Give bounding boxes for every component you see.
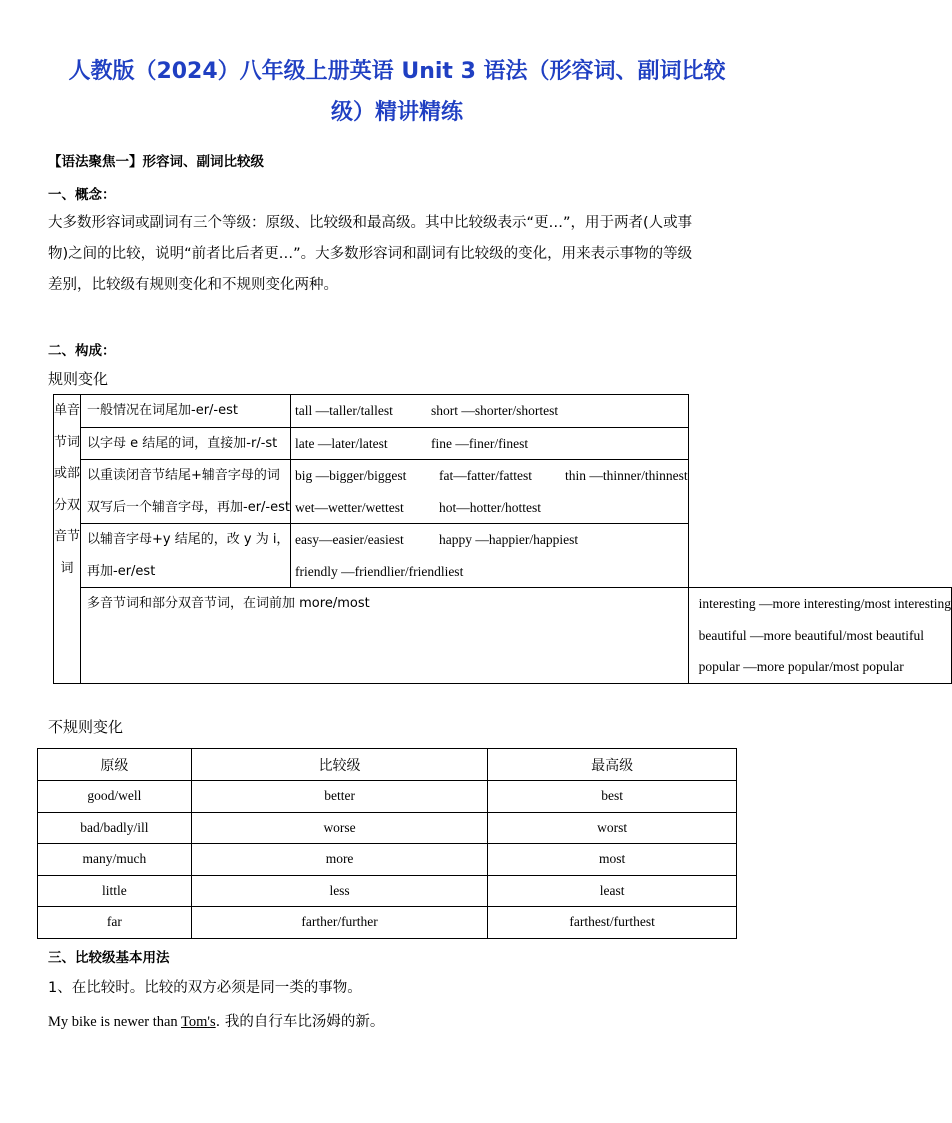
rule-line: 以重读闭音节结尾+辅音字母的词 bbox=[87, 468, 280, 483]
example-before: My bike is newer than bbox=[48, 1014, 182, 1030]
category-line: 节词 bbox=[54, 434, 81, 450]
irregular-table bbox=[37, 748, 737, 939]
table-cell: more bbox=[191, 844, 488, 876]
rule-cell bbox=[81, 460, 291, 524]
table-cell: worse bbox=[191, 812, 488, 844]
example-line bbox=[291, 395, 688, 427]
table-row bbox=[38, 907, 737, 939]
formation-heading: 二、构成： bbox=[48, 343, 116, 359]
table-row bbox=[38, 875, 737, 907]
regular-table bbox=[53, 394, 952, 684]
rule-line: 以辅音字母+y 结尾的，改 y 为 i， bbox=[87, 532, 290, 547]
example-cell bbox=[291, 460, 689, 524]
table-row bbox=[38, 812, 737, 844]
concept-line: 物)之间的比较，说明“前者比后者更…”。大多数形容词和副词有比较级的变化，用来表示事物的等级 bbox=[48, 246, 693, 262]
example-line: beautiful —more beautiful/most beautiful bbox=[698, 627, 924, 643]
rule-line: 再加-er/est bbox=[87, 563, 156, 579]
category-line: 单音 bbox=[54, 403, 81, 418]
example-text: short —shorter/shortest bbox=[431, 403, 559, 418]
irregular-label: 不规则变化 bbox=[48, 718, 124, 736]
table-cell: least bbox=[488, 875, 737, 907]
example-text: late —later/latest bbox=[295, 435, 388, 451]
example-text: friendly —friendlier/friendliest bbox=[295, 563, 464, 579]
example-text: tall —taller/tallest bbox=[295, 403, 393, 418]
example-after: . 我的自行车比汤姆的新。 bbox=[215, 1014, 385, 1030]
usage-heading: 三、比较级基本用法 bbox=[48, 950, 170, 966]
page-title-line-2: 级）精讲精练 bbox=[330, 100, 463, 125]
example-line bbox=[291, 428, 688, 460]
example-text: wet—wetter/wettest bbox=[295, 499, 404, 515]
rule-line: 以字母 e 结尾的词，直接加-r/-st bbox=[87, 435, 278, 451]
table-row bbox=[38, 844, 737, 876]
example-line bbox=[291, 524, 688, 556]
table-cell: worst bbox=[488, 812, 737, 844]
table-cell: little bbox=[38, 875, 192, 907]
multi-rule-cell bbox=[81, 588, 689, 684]
category-line: 分双 bbox=[54, 497, 81, 513]
example-cell bbox=[291, 427, 689, 460]
example-text: hot—hotter/hottest bbox=[439, 499, 541, 515]
multi-example-cell bbox=[688, 588, 951, 684]
example-line bbox=[291, 492, 688, 524]
rule-line: 双写后一个辅音字母，再加-er/-est bbox=[87, 499, 290, 515]
rule-line: 多音节词和部分双音节词，在词前加 more/most bbox=[87, 596, 370, 611]
example-underlined: Tom's bbox=[181, 1014, 216, 1030]
page-title-line-1: 人教版（2024）八年级上册英语 Unit 3 语法（形容词、副词比较 bbox=[68, 59, 726, 84]
table-cell: best bbox=[488, 781, 737, 813]
example-line: popular —more popular/most popular bbox=[698, 659, 904, 674]
rule-cell bbox=[81, 524, 291, 588]
table-cell: most bbox=[488, 844, 737, 876]
header-cell: 原级 bbox=[38, 749, 192, 781]
header-cell: 最高级 bbox=[488, 749, 737, 781]
table-header-row bbox=[38, 749, 737, 781]
table-cell: farthest/furthest bbox=[488, 907, 737, 939]
category-line: 词 bbox=[60, 560, 74, 576]
category-cell bbox=[54, 395, 81, 684]
category-line: 音节 bbox=[54, 529, 81, 544]
table-row bbox=[38, 781, 737, 813]
example-cell bbox=[291, 395, 689, 428]
concept-heading: 一、概念： bbox=[48, 187, 116, 203]
example-text: easy—easier/easiest bbox=[295, 532, 404, 547]
table-cell: good/well bbox=[38, 781, 192, 813]
example-line: interesting —more interesting/most interesting bbox=[698, 596, 951, 611]
table-cell: bad/badly/ill bbox=[38, 812, 192, 844]
example-text: thin —thinner/thinnest bbox=[565, 468, 688, 483]
table-cell: better bbox=[191, 781, 488, 813]
table-cell: farther/further bbox=[191, 907, 488, 939]
rule-cell bbox=[81, 427, 291, 460]
header-cell: 比较级 bbox=[191, 749, 488, 781]
regular-label: 规则变化 bbox=[48, 370, 109, 388]
example-text: big —bigger/biggest bbox=[295, 468, 407, 483]
example-text: fine —finer/finest bbox=[431, 435, 529, 451]
focus-heading: 【语法聚焦一】形容词、副词比较级 bbox=[48, 154, 264, 170]
example-line bbox=[291, 556, 688, 588]
example-text: happy —happier/happiest bbox=[439, 532, 579, 547]
concept-paragraph bbox=[48, 208, 748, 301]
concept-line: 大多数形容词或副词有三个等级：原级、比较级和最高级。其中比较级表示“更…”，用于两者(人或事 bbox=[48, 215, 693, 231]
category-line: 或部 bbox=[54, 466, 81, 481]
concept-line: 差别，比较级有规则变化和不规则变化两种。 bbox=[48, 277, 338, 293]
example-cell bbox=[291, 524, 689, 588]
table-cell: far bbox=[38, 907, 192, 939]
example-line bbox=[291, 460, 688, 492]
rule-cell bbox=[81, 395, 291, 428]
table-cell: many/much bbox=[38, 844, 192, 876]
rule-line: 一般情况在词尾加-er/-est bbox=[87, 403, 238, 418]
example-text: fat—fatter/fattest bbox=[439, 468, 532, 483]
table-cell: less bbox=[191, 875, 488, 907]
usage-point-1: 1、在比较时。比较的双方必须是同一类的事物。 bbox=[48, 980, 362, 996]
usage-example bbox=[48, 1010, 384, 1031]
